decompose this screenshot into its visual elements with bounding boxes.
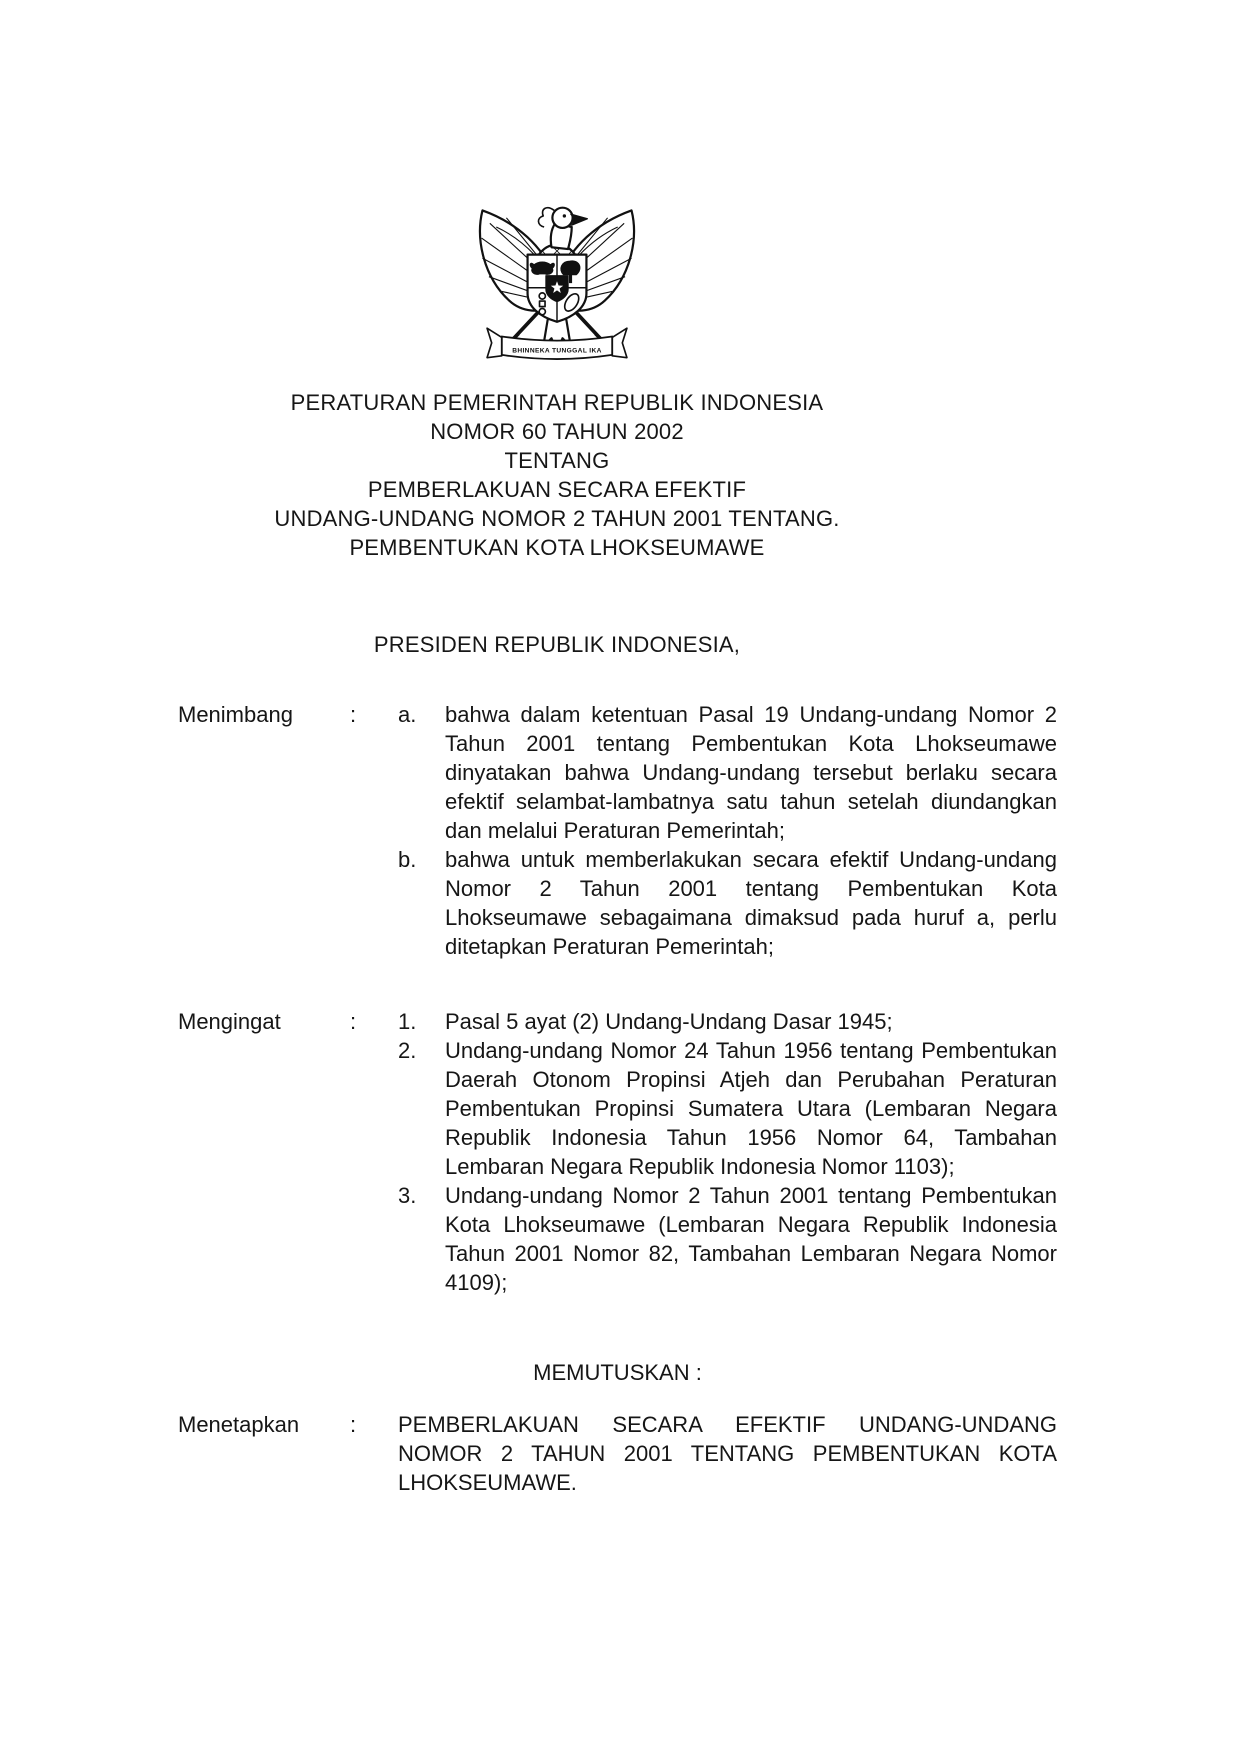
right-leg <box>574 310 603 341</box>
title-line-3: TENTANG <box>504 448 610 473</box>
menimbang-colon: : <box>350 702 357 727</box>
section-menetapkan <box>178 1410 1057 1497</box>
item-marker: 2. <box>398 1038 417 1063</box>
emblem-container <box>178 190 936 384</box>
title-line-4: PEMBERLAKUAN SECARA EFEKTIF <box>367 477 747 502</box>
mengingat-label: Mengingat <box>178 1009 281 1034</box>
section-mengingat <box>178 1007 1057 1297</box>
shield <box>528 255 587 322</box>
list-item <box>398 845 1057 961</box>
menetapkan-label: Menetapkan <box>178 1412 300 1437</box>
title-line-2: NOMOR 60 TAHUN 2002 <box>430 419 684 444</box>
head <box>552 208 572 228</box>
section-menimbang <box>178 700 1057 961</box>
tree-icon <box>561 261 580 275</box>
title-line-6: PEMBENTUKAN KOTA LHOKSEUMAWE <box>349 535 765 560</box>
list-item <box>398 1007 1057 1036</box>
mengingat-colon: : <box>350 1009 357 1034</box>
menetapkan-colon: : <box>350 1412 357 1437</box>
document-title-block <box>178 388 936 562</box>
eye <box>563 214 566 217</box>
item-marker: b. <box>398 847 417 872</box>
list-item <box>398 1181 1057 1297</box>
list-item <box>398 1036 1057 1181</box>
item-marker: 1. <box>398 1009 417 1034</box>
memutuskan-heading: MEMUTUSKAN : <box>533 1360 702 1385</box>
title-line-1: PERATURAN PEMERINTAH REPUBLIK INDONESIA <box>290 390 824 415</box>
beak <box>571 214 588 225</box>
item-text: bahwa untuk memberlakukan secara efektif Undang-undang Nomor 2 Tahun 2001 tentang Pembentukan Kota Lhokseumawe sebagaimana dimaksud pada huruf a, perlu ditetapkan Peraturan Pemerintah; <box>445 847 1057 959</box>
menimbang-items <box>398 700 1057 961</box>
mengingat-items <box>398 1007 1057 1297</box>
item-text: Pasal 5 ayat (2) Undang-Undang Dasar 1945; <box>445 1009 893 1034</box>
title-line-5: UNDANG-UNDANG NOMOR 2 TAHUN 2001 TENTANG. <box>274 506 840 531</box>
item-text: bahwa dalam ketentuan Pasal 19 Undang-undang Nomor 2 Tahun 2001 tentang Pembentukan Kota Lhokseumawe dinyatakan bahwa Undang-undang tersebut berlaku secara efektif selambat-lambatnya satu tahun setelah diundangkan dan melalui Peraturan Pemerintah; <box>445 702 1057 843</box>
garuda-pancasila-emblem <box>465 190 649 379</box>
item-marker: a. <box>398 702 417 727</box>
item-text: Undang-undang Nomor 24 Tahun 1956 tentang Pembentukan Daerah Otonom Propinsi Atjeh dan Perubahan Peraturan Pembentukan Propinsi Sumatera Utara (Lembaran Negara Republik Indonesia Tahun 1956 Nomor 64, Tambahan Lembaran Negara Republik Indonesia Nomor 1103); <box>445 1038 1057 1179</box>
list-item <box>398 700 1057 845</box>
ribbon-text: BHINNEKA TUNGGAL IKA <box>512 347 602 355</box>
menetapkan-text: PEMBERLAKUAN SECARA EFEKTIF UNDANG-UNDANG NOMOR 2 TAHUN 2001 TENTANG PEMBENTUKAN KOTA LHOKSEUMAWE. <box>398 1412 1057 1495</box>
item-text: Undang-undang Nomor 2 Tahun 2001 tentang Pembentukan Kota Lhokseumawe (Lembaran Negara Republik Indonesia Tahun 2001 Nomor 82, Tambahan Lembaran Negara Nomor 4109); <box>445 1183 1057 1295</box>
salutation: PRESIDEN REPUBLIK INDONESIA, <box>373 632 741 657</box>
item-marker: 3. <box>398 1183 417 1208</box>
menimbang-label: Menimbang <box>178 702 293 727</box>
left-leg <box>511 310 540 341</box>
